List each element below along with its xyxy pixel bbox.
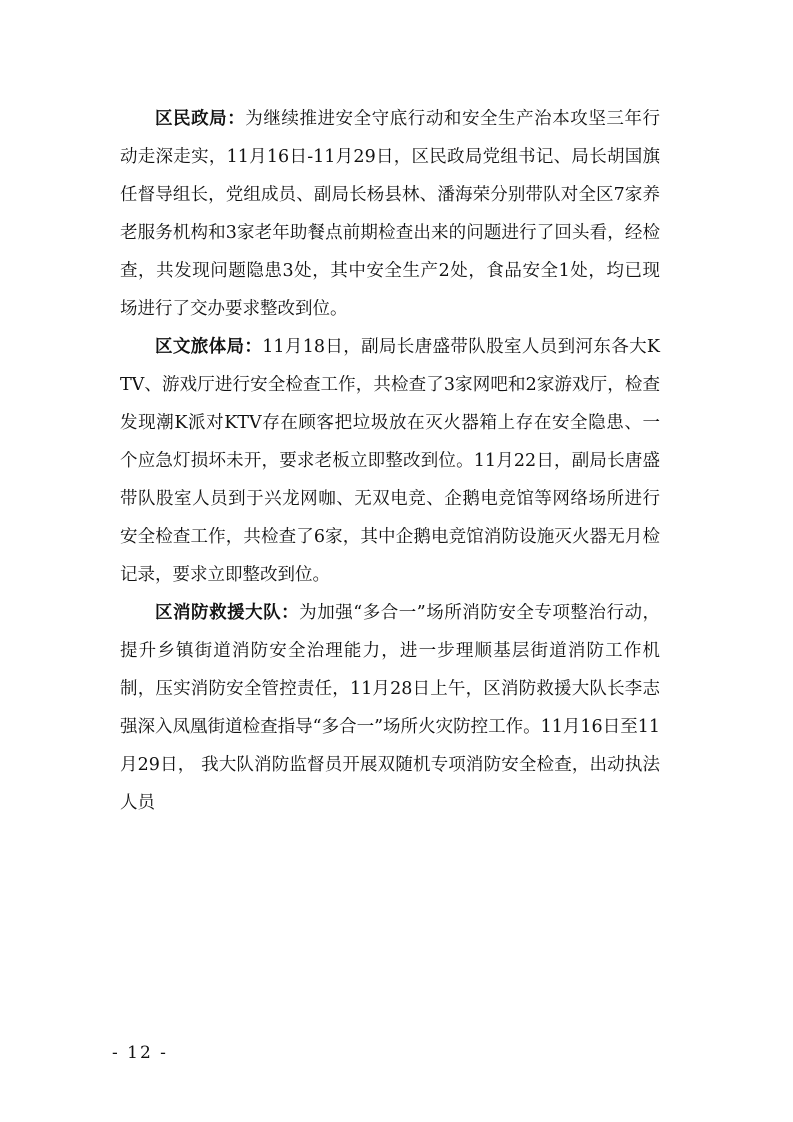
paragraph-fire-rescue xyxy=(120,594,660,822)
paragraph-culture-tourism xyxy=(120,328,660,594)
paragraph-civil-affairs xyxy=(120,100,660,328)
paragraph-text-civil-affairs: 为继续推进安全守底行动和安全生产治本攻坚三年行动走深走实，11月16日-11月29日，区民政局党组书记、局长胡国旗任督导组长，党组成员、副局长杨县林、潘海荣分别带队对全区7家养老服务机构和3家老年助餐点前期检查出来的问题进行了回头看，经检查，共发现问题隐患3处，其中安全生产2处，食品安全1处，均已现场进行了交办要求整改到位。 xyxy=(120,109,661,319)
document-body xyxy=(120,100,660,822)
page-number: - 12 - xyxy=(112,1043,168,1063)
paragraph-text-fire-rescue: 为加强“多合一”场所消防安全专项整治行动，提升乡镇街道消防安全治理能力，进一步理顺基层街道消防工作机制，压实消防安全管控责任，11月28日上午，区消防救援大队长李志强深入凤凰街道检查指导“多合一”场所火灾防控工作。11月16日至11月29日， 我大队消防监督员开展双随机专项消防安全检查，出动执法人员 xyxy=(120,603,660,813)
paragraph-text-culture-tourism: 11月18日，副局长唐盛带队股室人员到河东各大KTV、游戏厅进行安全检查工作，共检查了3家网吧和2家游戏厅，检查发现潮K派对KTV存在顾客把垃圾放在灭火器箱上存在安全隐患、一个应急灯损坏未开，要求老板立即整改到位。11月22日，副局长唐盛带队股室人员到于兴龙网咖、无双电竞、企鹅电竞馆等网络场所进行安全检查工作，共检查了6家，其中企鹅电竞馆消防设施灭火器无月检记录，要求立即整改到位。 xyxy=(120,337,661,585)
paragraph-lead-civil-affairs: 区民政局： xyxy=(155,109,246,129)
paragraph-lead-fire-rescue: 区消防救援大队： xyxy=(155,603,300,623)
paragraph-lead-culture-tourism: 区文旅体局： xyxy=(155,337,263,357)
